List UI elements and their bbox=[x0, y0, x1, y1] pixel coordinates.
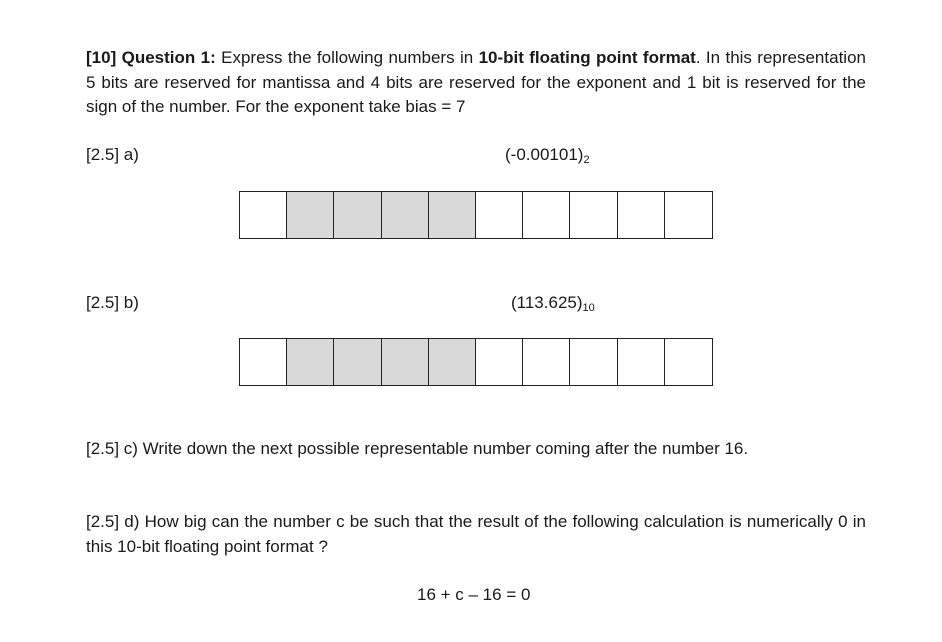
part-b-exponent-bit-cell[interactable] bbox=[287, 339, 334, 385]
question-intro: Express the following numbers in bbox=[215, 48, 479, 67]
part-a-exponent-bit-cell[interactable] bbox=[287, 192, 334, 238]
question-description: . In this representation 5 bits are reserved for mantissa and 4 bits are reserved for the exponent and 1 bit is reserved for the sign of the number. For the exponent take bias = 7 bbox=[86, 48, 866, 116]
part-b-exponent-bit-cell[interactable] bbox=[429, 339, 476, 385]
part-a-exponent-bit-cell[interactable] bbox=[429, 192, 476, 238]
part-a-exponent-bit-cell[interactable] bbox=[382, 192, 429, 238]
part-b-mantissa-bit-cell[interactable] bbox=[618, 339, 665, 385]
part-a-value: (-0.00101) bbox=[505, 145, 584, 164]
part-a-mantissa-bit-cell[interactable] bbox=[665, 192, 712, 238]
part-d-text: [2.5] d) How big can the number c be such that the result of the following calculation is numerically 0 in this 10-bit floating point format ? bbox=[86, 512, 866, 556]
part-a-sign-bit-cell[interactable] bbox=[240, 192, 287, 238]
part-b-mantissa-bit-cell[interactable] bbox=[665, 339, 712, 385]
part-b-bit-grid bbox=[239, 338, 713, 386]
question-title: Question 1: bbox=[121, 48, 216, 67]
part-a-mantissa-bit-cell[interactable] bbox=[570, 192, 617, 238]
part-b-value: (113.625) bbox=[511, 293, 583, 312]
part-b-exponent-bit-cell[interactable] bbox=[382, 339, 429, 385]
part-b-mantissa-bit-cell[interactable] bbox=[476, 339, 523, 385]
part-a-bit-grid bbox=[239, 191, 713, 239]
part-b-base: 10 bbox=[582, 302, 595, 314]
part-b-mantissa-bit-cell[interactable] bbox=[570, 339, 617, 385]
part-a-number bbox=[505, 144, 590, 171]
part-a-exponent-bit-cell[interactable] bbox=[334, 192, 381, 238]
question-format-phrase: 10-bit floating point format bbox=[478, 48, 696, 67]
question-number-tag: [10] bbox=[86, 48, 117, 67]
part-a-mantissa-bit-cell[interactable] bbox=[476, 192, 523, 238]
question-text bbox=[86, 46, 866, 120]
part-a-mantissa-bit-cell[interactable] bbox=[523, 192, 570, 238]
part-b-label: [2.5] b) bbox=[86, 293, 139, 312]
part-d-equation: 16 + c – 16 = 0 bbox=[417, 585, 531, 604]
part-b-sign-bit-cell[interactable] bbox=[240, 339, 287, 385]
part-a-label: [2.5] a) bbox=[86, 145, 139, 164]
part-b-exponent-bit-cell[interactable] bbox=[334, 339, 381, 385]
part-c-text: [2.5] c) Write down the next possible representable number coming after the number 16. bbox=[86, 439, 749, 458]
part-a-base: 2 bbox=[583, 154, 590, 166]
part-a-mantissa-bit-cell[interactable] bbox=[618, 192, 665, 238]
part-b-mantissa-bit-cell[interactable] bbox=[523, 339, 570, 385]
part-b-number bbox=[511, 292, 595, 319]
